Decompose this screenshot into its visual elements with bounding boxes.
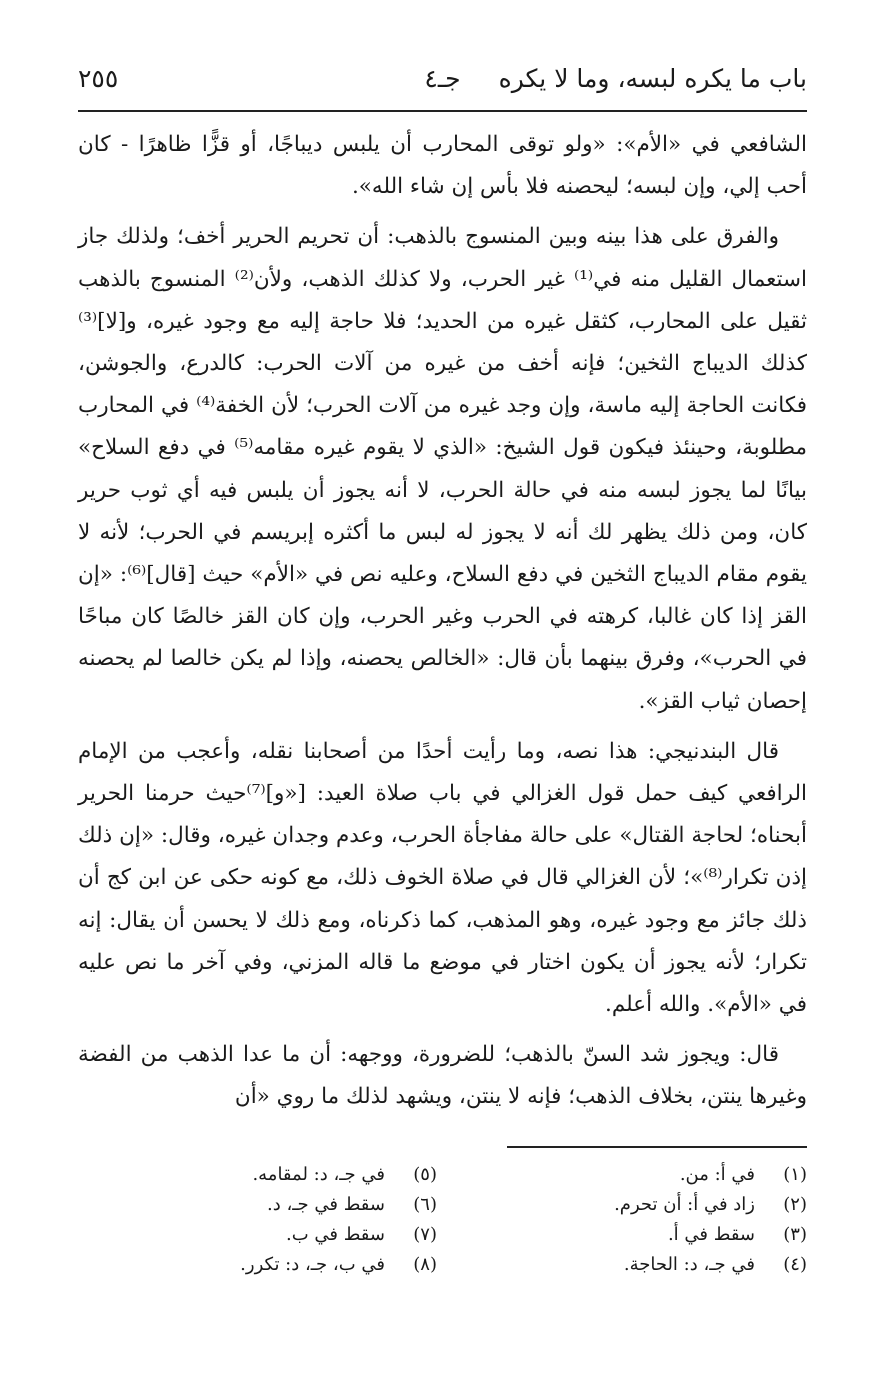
footnote-item: (٨)في ب، جـ، د: تكرر. bbox=[240, 1254, 437, 1275]
footnote-item: (٣)سقط في أ. bbox=[667, 1224, 807, 1245]
footnote-item: (٥)في جـ، د: لمقامه. bbox=[252, 1164, 437, 1185]
footnotes-column-right bbox=[467, 1160, 807, 1280]
volume-label: جـ٤ bbox=[424, 64, 461, 93]
chapter-title: باب ما يكره لبسه، وما لا يكره bbox=[498, 64, 807, 93]
footnote-item: (٦)سقط في جـ، د. bbox=[267, 1194, 437, 1215]
main-text bbox=[78, 124, 807, 1127]
paragraph-2: والفرق على هذا بينه وبين المنسوج بالذهب: أن تحريم الحرير أخف؛ ولذلك جاز استعمال القليل منه في⁽¹⁾ غير الحرب، ولا كذلك الذهب، ولأن⁽²⁾ المنسوج بالذهب ثقيل على المحارب، كثقل غيره من الحديد؛ فلا حاجة إليه مع وجود غيره، و[لا]⁽³⁾ كذلك الديباج الثخين؛ فإنه أخف من غيره من آلات الحرب: كالدرع، والجوشن، فكانت الحاجة إليه ماسة، وإن وجد غيره من آلات الحرب؛ لأن الخفة⁽⁴⁾ في المحارب مطلوبة، وحينئذ فيكون قول الشيخ: «الذي لا يقوم غيره مقامه⁽⁵⁾ في دفع السلاح» بيانًا لما يجوز لبسه منه في حالة الحرب، لا أنه يجوز أن يلبس فيه أي ثوب حرير كان، ومن ذلك يظهر لك أنه لا يجوز له لبس ما أكثره إبريسم في الحرب؛ لأنه لا يقوم مقام الديباج الثخين في دفع السلاح، وعليه نص في «الأم» حيث [قال]⁽⁶⁾: «إن القز إذا كان غالبا، كرهته في الحرب وغير الحرب، وإن كان القز خالصًا كان مباحًا في الحرب»، وفرق بينهما بأن قال: «الخالص يحصنه، وإذا لم يكن خالصا لم يحصنه إحصان ثياب القز». bbox=[78, 224, 808, 714]
running-header bbox=[78, 62, 807, 102]
footnote-item: (١)في أ: من. bbox=[679, 1164, 807, 1185]
footnote-divider bbox=[507, 1146, 807, 1148]
footnote-item: (٢)زاد في أ: أن تحرم. bbox=[614, 1194, 807, 1215]
footnote-item: (٧)سقط في ب. bbox=[286, 1224, 437, 1245]
paragraph-3: قال البندنيجي: هذا نصه، وما رأيت أحدًا من أصحابنا نقله، وأعجب من الإمام الرافعي كيف حمل قول الغزالي في باب صلاة العيد: [«و]⁽⁷⁾حيث حرمنا الحرير أبحناه؛ لحاجة القتال» على حالة مفاجأة الحرب، وعدم وجدان غيره، وقال: «إن ذلك إذن تكرار⁽⁸⁾»؛ لأن الغزالي قال في صلاة الخوف ذلك، مع كونه حكى عن ابن كج أن ذلك جائز مع وجود غيره، وهو المذهب، كما ذكرناه، ومع ذلك لا يحسن أن يقال: إنه تكرار؛ لأنه يجوز أن يكون اختار في موضع ما قاله المزني، وفي آخر ما نص عليه في «الأم». والله أعلم. bbox=[78, 738, 807, 1018]
page-number: ٢٥٥ bbox=[78, 64, 119, 93]
header-divider bbox=[78, 110, 807, 112]
paragraph-1: الشافعي في «الأم»: «ولو توقى المحارب أن يلبس ديباجًا، أو قزًّا ظاهرًا - كان أحب إلي، وإن لبسه؛ ليحصنه فلا بأس إن شاء الله». bbox=[78, 132, 807, 200]
footnotes-column-left bbox=[97, 1160, 437, 1280]
paragraph-4: قال: ويجوز شد السنّ بالذهب؛ للضرورة، ووجهه: أن ما عدا الذهب من الفضة وغيرها ينتن، بخلاف الذهب؛ فإنه لا ينتن، ويشهد لذلك ما روي «أن bbox=[78, 1042, 807, 1110]
footnote-item: (٤)في جـ، د: الحاجة. bbox=[623, 1254, 807, 1275]
